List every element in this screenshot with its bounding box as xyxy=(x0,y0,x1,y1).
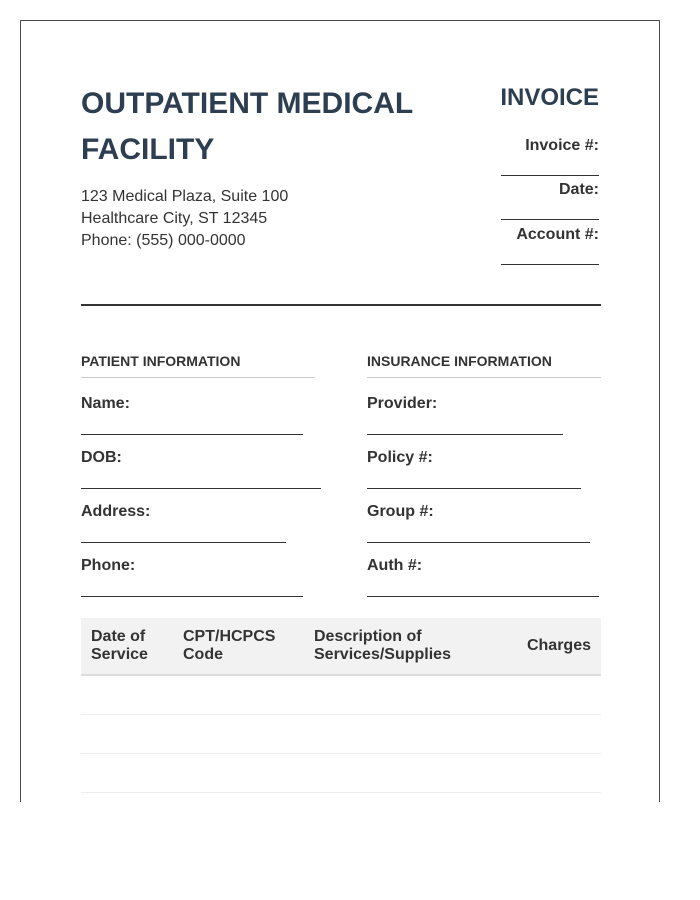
header-cpt-hcpcs-code: CPT/HCPCS Code xyxy=(183,628,276,663)
patient-phone-field[interactable] xyxy=(81,557,315,597)
insurance-provider-line[interactable] xyxy=(367,434,563,435)
facility-phone: Phone: (555) 000-0000 xyxy=(81,232,246,249)
table-row[interactable] xyxy=(81,676,601,715)
policy-number-label: Policy #: xyxy=(367,449,433,466)
insurance-provider-field[interactable] xyxy=(367,395,601,435)
auth-number-label: Auth #: xyxy=(367,557,423,574)
invoice-date-line[interactable] xyxy=(501,219,599,220)
patient-information-section xyxy=(81,353,315,597)
policy-number-field[interactable] xyxy=(367,449,601,489)
invoice-number-field[interactable] xyxy=(501,137,599,176)
facility-address xyxy=(81,186,288,252)
patient-name-line[interactable] xyxy=(81,434,303,435)
header-description: Description of Services/Supplies xyxy=(314,628,451,663)
facility-name: OUTPATIENT MEDICAL FACILITY xyxy=(81,87,413,166)
policy-number-line[interactable] xyxy=(367,488,581,489)
account-number-label: Account #: xyxy=(516,226,599,243)
patient-section-title: PATIENT INFORMATION xyxy=(81,353,315,378)
account-number-line[interactable] xyxy=(501,264,599,265)
invoice-title: INVOICE xyxy=(500,84,599,111)
header-charges: Charges xyxy=(526,637,591,654)
patient-dob-label: DOB: xyxy=(81,449,122,466)
invoice-page xyxy=(20,20,660,802)
patient-address-label: Address: xyxy=(81,503,151,520)
patient-address-line[interactable] xyxy=(81,542,286,543)
patient-dob-field[interactable] xyxy=(81,449,315,489)
group-number-field[interactable] xyxy=(367,503,601,543)
group-number-line[interactable] xyxy=(367,542,590,543)
account-number-field[interactable] xyxy=(501,226,599,265)
charges-table-header xyxy=(81,618,601,676)
insurance-information-section xyxy=(367,353,601,597)
auth-number-field[interactable] xyxy=(367,557,601,597)
auth-number-line[interactable] xyxy=(367,596,599,597)
invoice-date-label: Date: xyxy=(558,181,599,198)
patient-phone-line[interactable] xyxy=(81,596,303,597)
patient-dob-line[interactable] xyxy=(81,488,321,489)
table-row[interactable] xyxy=(81,754,601,793)
invoice-date-field[interactable] xyxy=(501,181,599,220)
insurance-section-title: INSURANCE INFORMATION xyxy=(367,353,601,378)
patient-phone-label: Phone: xyxy=(81,557,136,574)
invoice-number-label: Invoice #: xyxy=(525,137,599,154)
charges-table xyxy=(81,618,601,793)
address-line-2: Healthcare City, ST 12345 xyxy=(81,210,268,227)
invoice-number-line[interactable] xyxy=(501,175,599,176)
header-divider xyxy=(81,304,601,306)
patient-name-label: Name: xyxy=(81,395,130,412)
patient-name-field[interactable] xyxy=(81,395,315,435)
patient-address-field[interactable] xyxy=(81,503,315,543)
header-date-of-service: Date of Service xyxy=(91,628,148,663)
address-line-1: 123 Medical Plaza, Suite 100 xyxy=(81,188,289,205)
group-number-label: Group #: xyxy=(367,503,434,520)
insurance-provider-label: Provider: xyxy=(367,395,438,412)
table-row[interactable] xyxy=(81,715,601,754)
